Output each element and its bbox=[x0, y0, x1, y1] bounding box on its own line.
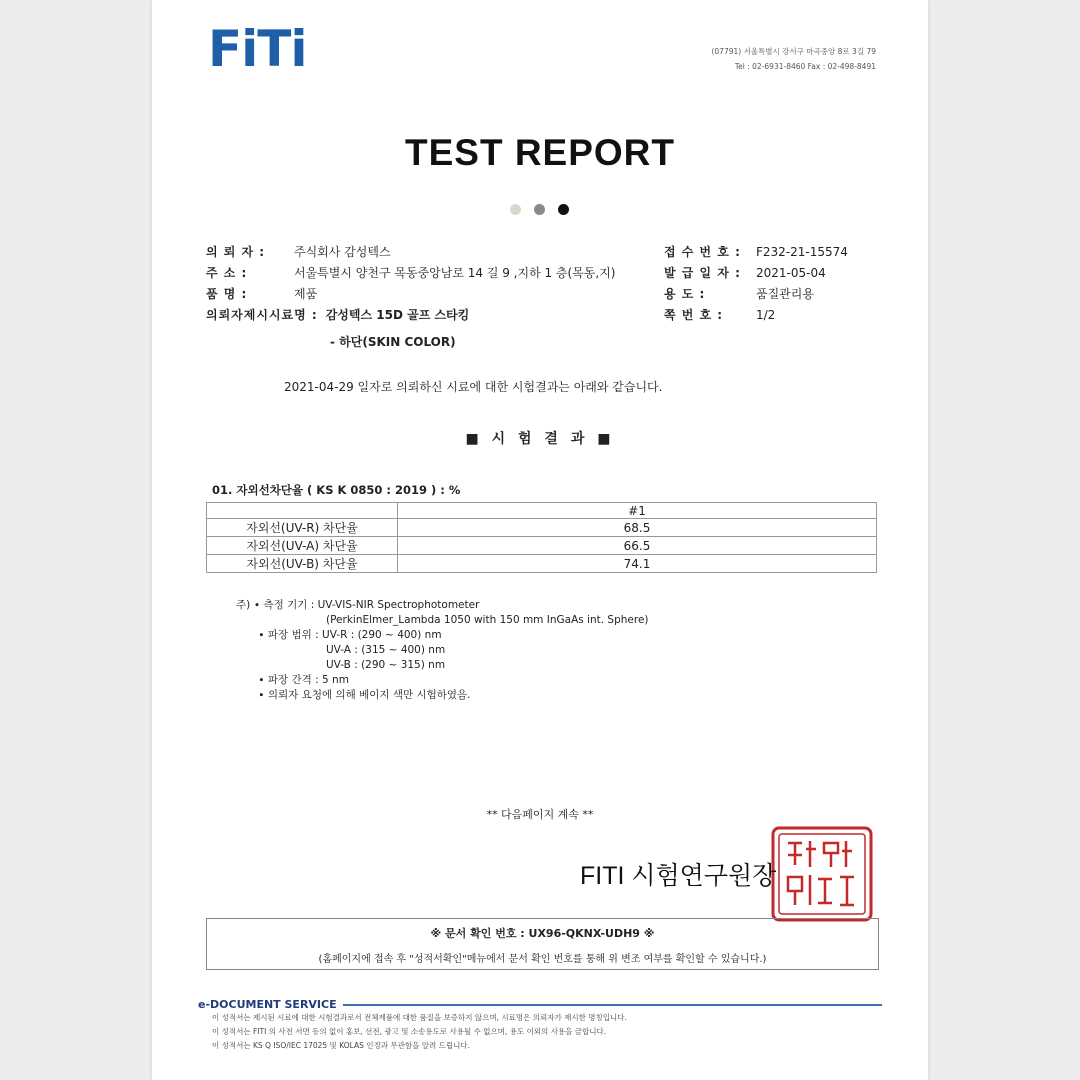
footer-line: 이 성적서는 제시된 시료에 대한 시험결과로서 전체제품에 대한 품질을 보증하지 않으며, 시료명은 의뢰자가 제시한 명칭입니다. bbox=[212, 1013, 627, 1022]
sample-name-continued: - 하단(SKIN COLOR) bbox=[330, 335, 456, 349]
info-value: 2021-05-04 bbox=[756, 266, 826, 280]
note-line: 주) ∙ 측정 기기 : UV-VIS-NIR Spectrophotometer bbox=[236, 599, 480, 611]
table-row bbox=[207, 555, 877, 573]
notes bbox=[236, 598, 649, 703]
info-value: 서울특별시 양천구 목동중앙남로 14 길 9 ,지하 1 층(목동,지) bbox=[294, 266, 616, 280]
note-line: ∙ 파장 간격 : 5 nm bbox=[258, 674, 349, 686]
info-value: 품질관리용 bbox=[756, 287, 814, 301]
info-label: 의 뢰 자 : bbox=[206, 245, 266, 259]
note-line: UV-A : (315 ~ 400) nm bbox=[326, 644, 446, 656]
document-number: ※ 문서 확인 번호 : UX96-QKNX-UDH9 ※ bbox=[430, 927, 655, 940]
report-title: TEST REPORT bbox=[404, 132, 676, 173]
info-value: 감성텍스 15D 골프 스타킹 bbox=[325, 308, 470, 322]
decorative-dots bbox=[510, 200, 582, 219]
note-line: ∙ 파장 범위 : UV-R : (290 ~ 400) nm bbox=[258, 629, 442, 641]
organization-name: FITI 시험연구원장 bbox=[580, 862, 777, 890]
info-label: 발 급 일 자 : bbox=[664, 266, 741, 280]
receipt-info bbox=[664, 242, 848, 326]
footer-line: 이 성적서는 KS Q ISO/IEC 17025 및 KOLAS 인정과 무관함을 알려 드립니다. bbox=[212, 1041, 470, 1050]
table-row bbox=[207, 537, 877, 555]
info-label: 주 소 : bbox=[206, 266, 248, 280]
info-label: 품 명 : bbox=[206, 287, 248, 301]
client-info bbox=[206, 242, 615, 326]
info-row-sample bbox=[206, 305, 615, 326]
info-label: 쪽 번 호 : bbox=[664, 308, 724, 322]
row-name: 자외선(UV-B) 차단율 bbox=[207, 555, 398, 573]
table-row bbox=[207, 519, 877, 537]
table-header-cell: #1 bbox=[398, 503, 877, 519]
info-label: 접 수 번 호 : bbox=[664, 245, 741, 259]
row-name: 자외선(UV-A) 차단율 bbox=[207, 537, 398, 555]
footer-heading: e-DOCUMENT SERVICE bbox=[198, 998, 337, 1011]
header-contact: Tel : 02-6931-8460 Fax : 02-498-8491 bbox=[734, 62, 876, 71]
dot-light bbox=[510, 204, 521, 215]
info-row-product bbox=[206, 284, 615, 305]
info-label: 용 도 : bbox=[664, 287, 706, 301]
info-label: 의뢰자제시시료명 : bbox=[206, 308, 318, 322]
info-row-page-no bbox=[664, 305, 848, 326]
dot-dark bbox=[558, 204, 569, 215]
official-seal-icon bbox=[770, 825, 874, 923]
e-document-footer bbox=[198, 998, 882, 1053]
info-value: 주식회사 감성텍스 bbox=[294, 245, 391, 259]
row-value: 66.5 bbox=[398, 537, 877, 555]
header-address-block bbox=[711, 44, 876, 74]
info-row-receipt-no bbox=[664, 242, 848, 263]
note-line: UV-B : (290 ~ 315) nm bbox=[326, 659, 446, 671]
fiti-logo: FiTi bbox=[208, 20, 307, 78]
footer-divider bbox=[343, 1004, 882, 1006]
footer-line: 이 성적서는 FITI 의 사전 서면 동의 없이 홍보, 선전, 광고 및 소송용도로 사용될 수 없으며, 용도 이외의 사용을 금합니다. bbox=[212, 1027, 607, 1036]
report-page bbox=[152, 0, 928, 1080]
note-line: ∙ 의뢰자 요청에 의해 베이지 색만 시험하였음. bbox=[258, 689, 471, 701]
results-table bbox=[206, 502, 877, 573]
dot-mid bbox=[534, 204, 545, 215]
info-row-issue-date bbox=[664, 263, 848, 284]
info-value: 1/2 bbox=[756, 308, 776, 322]
footer-heading-row bbox=[198, 998, 882, 1011]
intro-text: 2021-04-29 일자로 의뢰하신 시료에 대한 시험결과는 아래와 같습니다. bbox=[284, 380, 663, 394]
info-value: F232-21-15574 bbox=[756, 245, 848, 259]
info-row-client bbox=[206, 242, 615, 263]
verification-hint: (홈페이지에 접속 후 "성적서확인"메뉴에서 문서 확인 번호를 통해 위 변조 여부를 확인할 수 있습니다.) bbox=[318, 954, 767, 965]
table-header-blank bbox=[207, 503, 398, 519]
note-line: (PerkinElmer_Lambda 1050 with 150 mm InGaAs int. Sphere) bbox=[326, 614, 649, 626]
row-name: 자외선(UV-R) 차단율 bbox=[207, 519, 398, 537]
info-row-address bbox=[206, 263, 615, 284]
header-address: (07791) 서울특별시 강서구 마곡중앙 8로 3길 79 bbox=[711, 47, 876, 56]
document-verification-box bbox=[206, 918, 879, 970]
continued-note: ** 다음페이지 계속 ** bbox=[486, 808, 594, 821]
info-row-purpose bbox=[664, 284, 848, 305]
row-value: 68.5 bbox=[398, 519, 877, 537]
table-header-row bbox=[207, 503, 877, 519]
section-title: ■ 시 험 결 과 ■ bbox=[465, 431, 615, 447]
info-value: 제품 bbox=[294, 287, 318, 301]
test-method: 01. 자외선차단율 ( KS K 0850 : 2019 ) : % bbox=[212, 483, 461, 497]
row-value: 74.1 bbox=[398, 555, 877, 573]
